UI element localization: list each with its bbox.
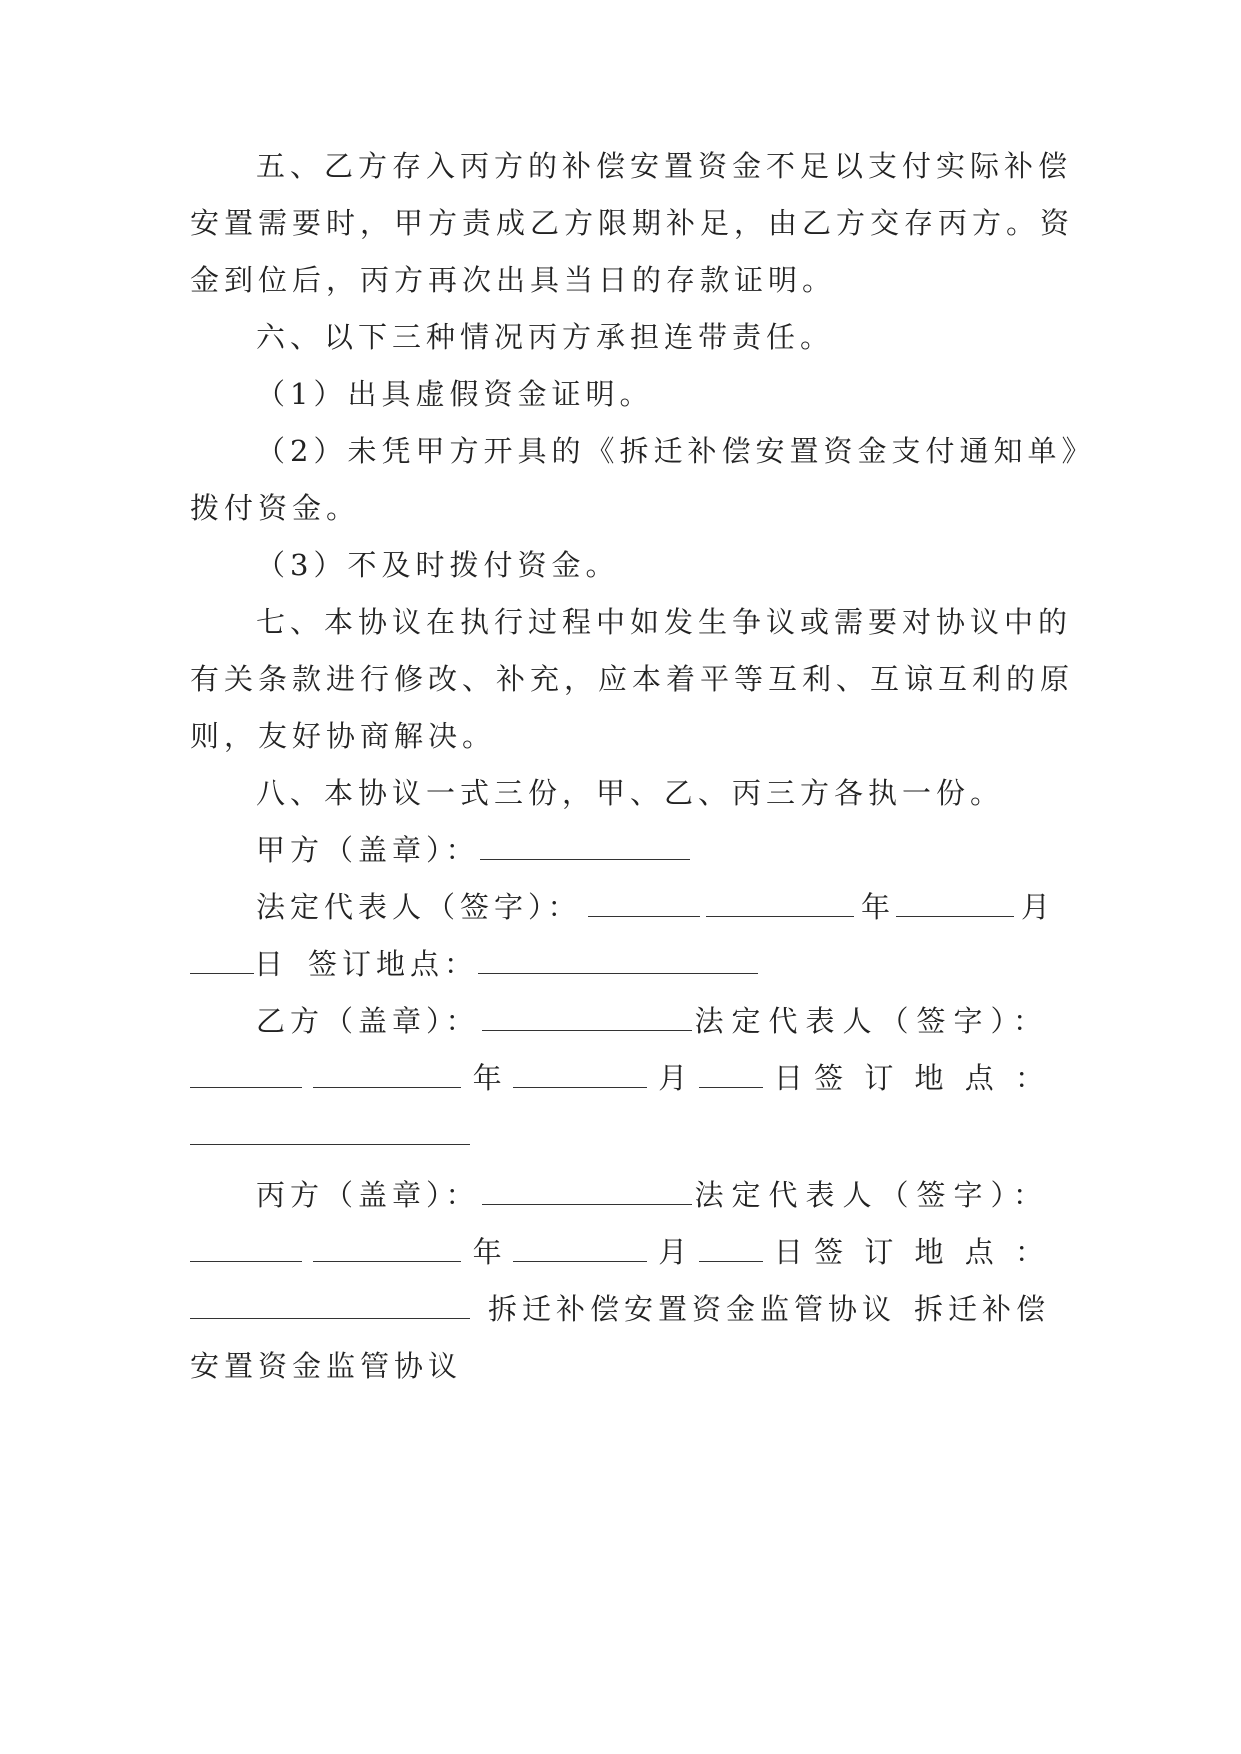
party-b-seal-blank[interactable] (482, 1002, 692, 1031)
legal-rep-label: 法定代表人（签字）： (694, 1004, 1050, 1038)
paragraph-line: （3）不及时拨付资金。 (256, 548, 620, 582)
party-c-seal-blank[interactable] (482, 1176, 692, 1205)
party-b-date-place-line (190, 1058, 1050, 1098)
paragraph-line: 金到位后，丙方再次出具当日的存款证明。 (190, 263, 837, 297)
party-a-rep-line (256, 887, 1050, 927)
month-label: 月 (1020, 890, 1050, 924)
day-label: 日 (254, 947, 289, 981)
party-a-label: 甲方（盖章）： (256, 833, 480, 867)
day-blank[interactable] (699, 1059, 763, 1088)
paragraph-line: 有关条款进行修改、补充，应本着平等互利、互谅互利的原 (190, 662, 1075, 696)
legal-rep-label: 法定代表人（签字）： (256, 890, 582, 924)
month-blank[interactable] (513, 1233, 647, 1262)
party-a-date-place-line (190, 944, 1050, 984)
year-blank[interactable] (313, 1059, 461, 1088)
place-blank[interactable] (478, 945, 758, 974)
year-label: 年 (860, 890, 890, 924)
paragraph-line: 则，友好协商解决。 (190, 719, 497, 753)
day-label: 日 (773, 1235, 803, 1269)
place-label: 签 订 地 点 ： (814, 1235, 1050, 1269)
document-title-part: 拆迁补偿 (913, 1292, 1050, 1326)
party-b-sign-line (256, 1001, 1050, 1041)
day-blank[interactable] (699, 1233, 763, 1262)
party-c-place-title-line (190, 1289, 1050, 1329)
party-c-label: 丙方（盖章）： (256, 1178, 480, 1212)
day-label: 日 (773, 1061, 803, 1095)
paragraph-line: 拨付资金。 (190, 491, 361, 525)
paragraph-line: （2）未凭甲方开具的《拆迁补偿安置资金支付通知单》 (256, 434, 1096, 468)
legal-rep-label: 法定代表人（签字）： (694, 1178, 1050, 1212)
document-title-part: 安置资金监管协议 (190, 1349, 463, 1383)
paragraph-line: 七、本协议在执行过程中如发生争议或需要对协议中的 (256, 605, 1073, 639)
party-b-label: 乙方（盖章）： (256, 1004, 480, 1038)
paragraph-line: 五、乙方存入丙方的补偿安置资金不足以支付实际补偿 (256, 149, 1073, 183)
year-label: 年 (472, 1235, 502, 1269)
party-a-seal-blank[interactable] (480, 831, 690, 860)
paragraph-line: （1）出具虚假资金证明。 (256, 377, 654, 411)
day-blank[interactable] (190, 945, 254, 974)
document-title: 拆迁补偿安置资金监管协议 (487, 1292, 896, 1326)
place-blank[interactable] (190, 1290, 470, 1319)
legal-rep-blank[interactable] (190, 1233, 302, 1262)
legal-rep-blank[interactable] (190, 1059, 302, 1088)
month-label: 月 (658, 1061, 688, 1095)
paragraph-line: 安置需要时，甲方责成乙方限期补足，由乙方交存丙方。资 (190, 206, 1075, 240)
month-blank[interactable] (513, 1059, 647, 1088)
legal-rep-blank[interactable] (588, 888, 700, 917)
paragraph-line: 八、本协议一式三份，甲、乙、丙三方各执一份。 (256, 776, 1005, 810)
year-blank[interactable] (313, 1233, 461, 1262)
paragraph-line (190, 1346, 1050, 1386)
party-c-date-place-line (190, 1232, 1050, 1272)
party-b-place-line (190, 1115, 1050, 1155)
month-blank[interactable] (896, 888, 1014, 917)
place-label: 签 订 地 点 ： (814, 1061, 1050, 1095)
party-c-sign-line (256, 1175, 1050, 1215)
paragraph-line: 六、以下三种情况丙方承担连带责任。 (256, 320, 835, 354)
year-label: 年 (472, 1061, 502, 1095)
place-label: 签订地点： (308, 947, 479, 981)
year-blank[interactable] (706, 888, 854, 917)
place-blank[interactable] (190, 1116, 470, 1145)
party-a-sign-line (256, 830, 1050, 870)
month-label: 月 (658, 1235, 688, 1269)
